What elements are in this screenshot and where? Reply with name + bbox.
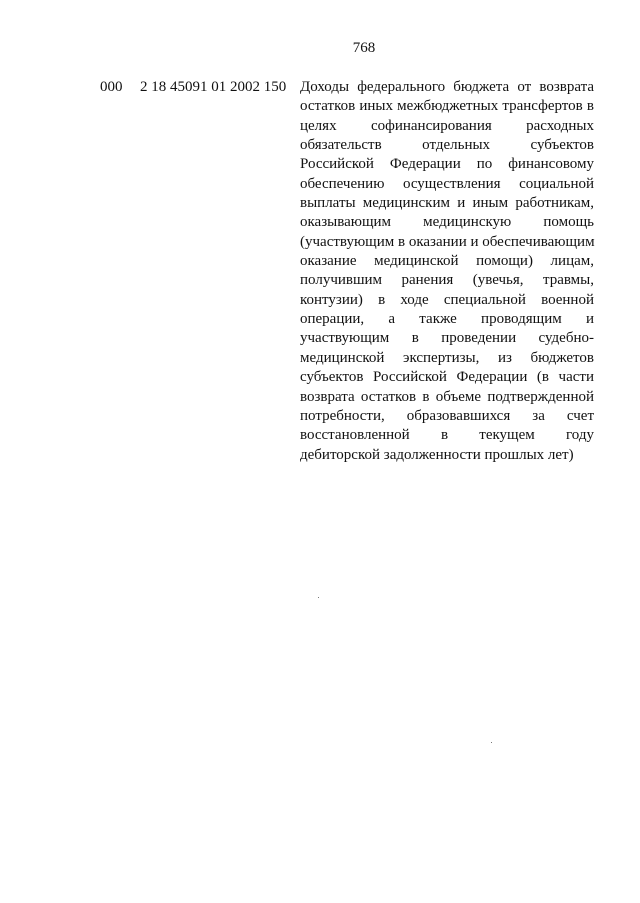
scan-speck — [491, 742, 492, 743]
description-line: (участвующим в оказании и обеспечивающим — [300, 233, 595, 250]
description-line: операции, а также проводящим и — [300, 311, 594, 328]
description-line: оказывающим медицинскую помощь — [300, 214, 594, 231]
description-line: получившим ранения (увечья, травмы, — [300, 272, 594, 289]
revenue-description — [300, 78, 594, 465]
description-line: обязательств отдельных субъектов — [300, 137, 594, 154]
description-line: восстановленной в текущем году — [300, 427, 594, 444]
description-line: возврата остатков в объеме подтвержденной — [300, 388, 594, 405]
page-number: 768 — [352, 40, 376, 56]
description-line: обеспечению осуществления социальной — [300, 175, 594, 192]
description-line: дебиторской задолженности прошлых лет) — [300, 446, 574, 463]
description-line: Доходы федерального бюджета от возврата — [300, 79, 594, 95]
description-line: медицинской экспертизы, из бюджетов — [300, 349, 594, 366]
description-line: оказание медицинской помощи) лицам, — [300, 253, 594, 270]
description-line: контузии) в ходе специальной военной — [300, 291, 594, 308]
description-line: целях софинансирования расходных — [300, 117, 594, 134]
description-line: остатков иных межбюджетных трансфертов в — [300, 98, 594, 115]
description-line: участвующим в проведении судебно- — [300, 330, 594, 347]
description-line: субъектов Российской Федерации (в части — [300, 369, 594, 386]
description-line: потребности, образовавшихся за счет — [300, 407, 594, 424]
description-line: выплаты медицинским и иным работникам, — [300, 195, 594, 212]
budget-classification-code: 2 18 45091 01 2002 150 — [140, 79, 287, 95]
scan-speck — [318, 597, 319, 598]
description-line: Российской Федерации по финансовому — [300, 156, 594, 173]
administrator-code: 000 — [100, 79, 123, 95]
